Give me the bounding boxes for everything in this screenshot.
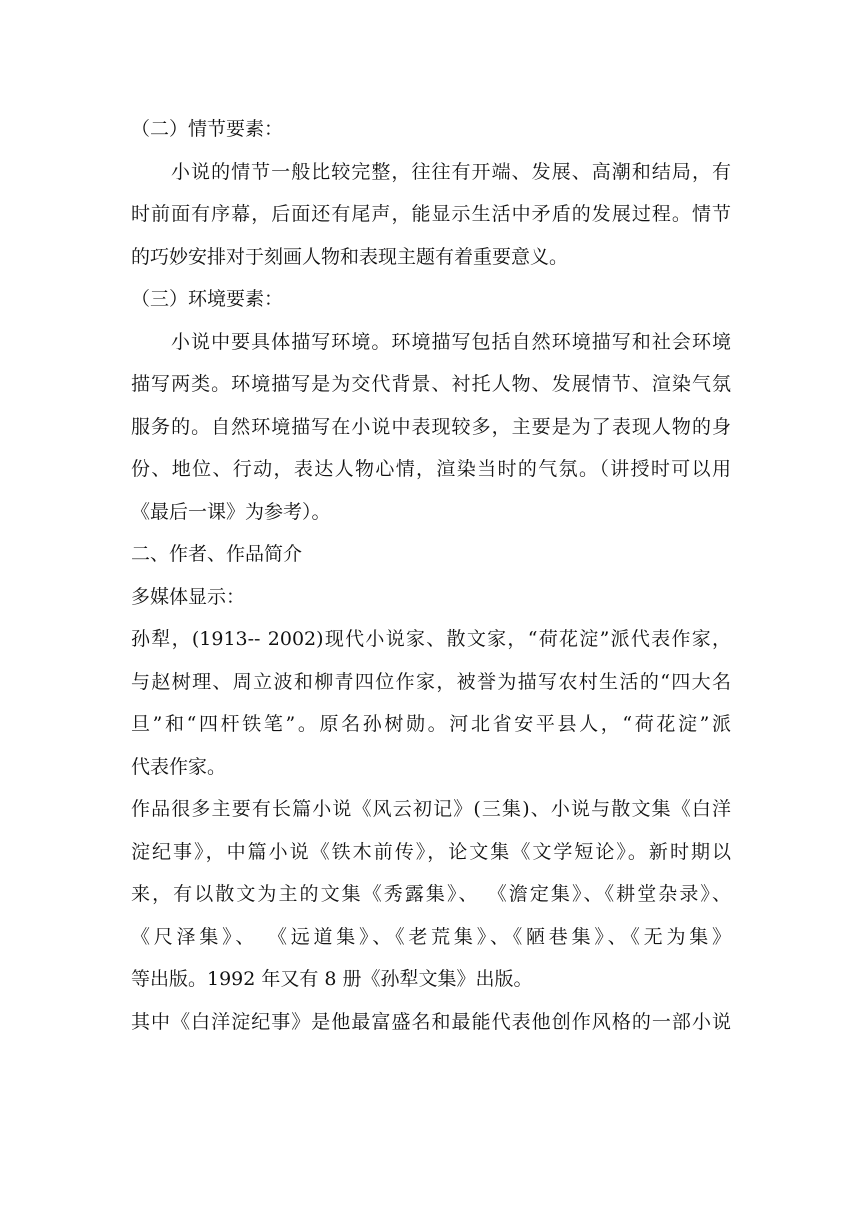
paragraph-line: 来，有以散文为主的文集《秀露集》、 《澹定集》、《耕堂杂录》、 [131,883,731,905]
multimedia-label: 多媒体显示： [131,585,246,608]
paragraph-line: 的巧妙安排对于刻画人物和表现主题有着重要意义。 [131,245,569,268]
section-heading-environment: （三）环境要素： [131,288,284,310]
paragraph-line: 《最后一课》为参考）。 [131,500,331,523]
paragraph-line: 服务的。自然环境描写在小说中表现较多，主要是为了表现人物的身 [131,415,731,438]
paragraph-line: 孙犁，(1913-- 2002)现代小说家、散文家，“荷花淀”派代表作家， [131,628,731,650]
paragraph-line: 时前面有序幕，后面还有尾声，能显示生活中矛盾的发展过程。情节 [131,203,731,225]
section-heading-author: 二、作者、作品简介 [131,543,303,565]
paragraph-line: 等出版。1992 年又有 8 册《孙犁文集》出版。 [131,968,533,990]
paragraph-line: 淀纪事》，中篇小说《铁木前传》，论文集《文学短论》。新时期以 [131,840,731,863]
paragraph-line: 小说的情节一般比较完整，往往有开端、发展、高潮和结局，有 [171,160,731,183]
document-body [131,108,731,1043]
paragraph-line: 其中《白洋淀纪事》是他最富盛名和最能代表他创作风格的一部小说 [131,1010,731,1033]
paragraph-line: 代表作家。 [131,755,227,778]
paragraph-line: 作品很多主要有长篇小说《风云初记》(三集)、小说与散文集《白洋 [131,798,731,820]
paragraph-line: 旦”和“四杆铁笔”。原名孙树勋。河北省安平县人，“荷花淀”派 [131,713,731,735]
paragraph-line: 份、地位、行动，表达人物心情，渲染当时的气氛。（讲授时可以用 [131,458,731,480]
paragraph-line: 与赵树理、周立波和柳青四位作家，被誉为描写农村生活的“四大名 [131,670,731,693]
paragraph-line: 小说中要具体描写环境。环境描写包括自然环境描写和社会环境 [171,330,731,353]
paragraph-line: 《尺泽集》、 《远道集》、《老荒集》、《陋巷集》、《无为集》 [131,925,731,948]
section-heading-plot: （二）情节要素： [131,118,284,140]
paragraph-line: 描写两类。环境描写是为交代背景、衬托人物、发展情节、渲染气氛 [131,373,731,395]
